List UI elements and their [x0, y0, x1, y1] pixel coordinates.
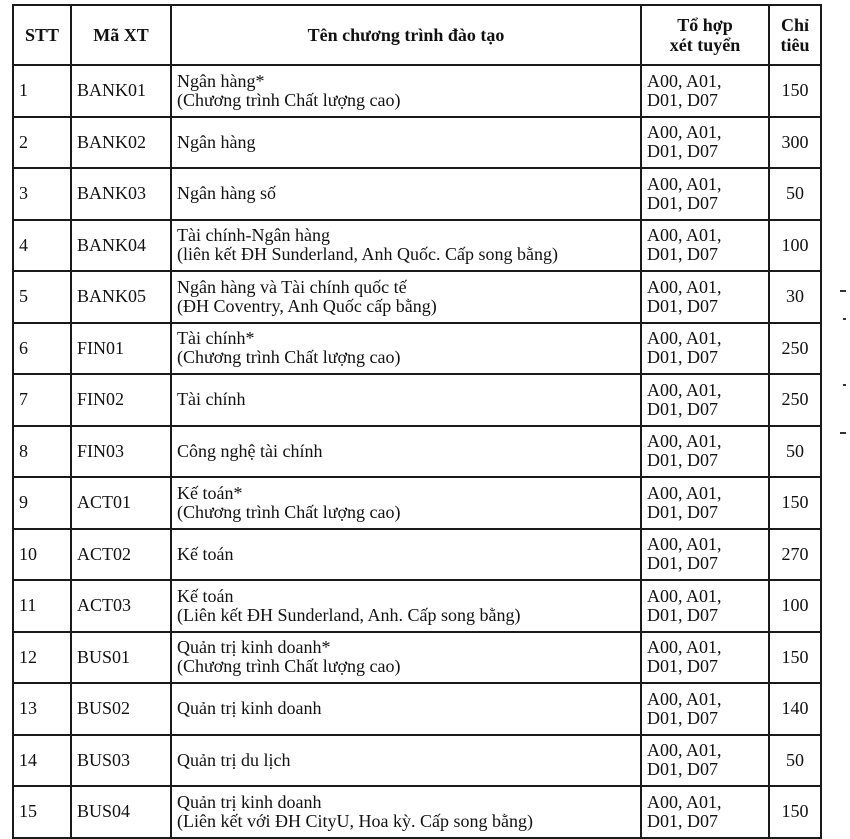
- row-combo: [641, 477, 769, 529]
- combo-line: D01, D07: [647, 450, 718, 471]
- row-stt: 14: [13, 735, 71, 787]
- row-stt: 6: [13, 323, 71, 375]
- row-combo: [641, 374, 769, 426]
- row-combo: [641, 683, 769, 735]
- header-combo-line1: Tổ hợp: [677, 15, 733, 35]
- table-row: [13, 632, 821, 684]
- program-name-line: Ngân hàng: [177, 131, 256, 152]
- combo-line: D01, D07: [647, 398, 718, 419]
- combo-line: D01, D07: [647, 89, 718, 110]
- combo-line: A00, A01,: [647, 379, 722, 400]
- program-note-line: (Chương trình Chất lượng cao): [177, 501, 401, 522]
- program-note-line: (Chương trình Chất lượng cao): [177, 656, 401, 677]
- row-program-name: [171, 786, 641, 838]
- table-row: [13, 168, 821, 220]
- table-row: [13, 683, 821, 735]
- combo-line: D01, D07: [647, 604, 718, 625]
- row-quota: 30: [769, 271, 821, 323]
- row-quota: 150: [769, 632, 821, 684]
- row-quota: 100: [769, 220, 821, 272]
- row-combo: [641, 580, 769, 632]
- row-combo: [641, 168, 769, 220]
- program-note-line: (Liên kết ĐH Sunderland, Anh. Cấp song bằng): [177, 604, 521, 625]
- combo-line: A00, A01,: [647, 225, 722, 246]
- row-quota: 50: [769, 168, 821, 220]
- combo-line: A00, A01,: [647, 637, 722, 658]
- header-combo: [641, 5, 769, 65]
- row-code: ACT03: [71, 580, 171, 632]
- row-code: BUS04: [71, 786, 171, 838]
- program-name-line: Kế toán: [177, 543, 234, 564]
- header-stt: STT: [13, 5, 71, 65]
- combo-line: A00, A01,: [647, 791, 722, 812]
- row-quota: 100: [769, 580, 821, 632]
- table-row: [13, 323, 821, 375]
- row-code: FIN03: [71, 426, 171, 478]
- row-code: BUS01: [71, 632, 171, 684]
- row-code: FIN02: [71, 374, 171, 426]
- program-name-line: Quản trị kinh doanh: [177, 791, 322, 812]
- row-combo: [641, 632, 769, 684]
- table-header-row: [13, 5, 821, 65]
- scan-mark: [843, 384, 846, 386]
- table-body: [13, 65, 821, 838]
- row-quota: 150: [769, 786, 821, 838]
- combo-line: D01, D07: [647, 759, 718, 780]
- row-combo: [641, 65, 769, 117]
- program-name-line: Ngân hàng số: [177, 183, 276, 204]
- table-row: [13, 786, 821, 838]
- row-code: BUS02: [71, 683, 171, 735]
- header-combo-line2: xét tuyển: [669, 35, 741, 55]
- row-combo: [641, 271, 769, 323]
- header-code: Mã XT: [71, 5, 171, 65]
- row-stt: 10: [13, 529, 71, 581]
- row-code: BANK03: [71, 168, 171, 220]
- row-code: ACT01: [71, 477, 171, 529]
- scan-mark: [840, 290, 846, 292]
- row-stt: 2: [13, 117, 71, 169]
- row-program-name: [171, 168, 641, 220]
- program-name-line: Quản trị kinh doanh*: [177, 637, 331, 658]
- header-quota: [769, 5, 821, 65]
- row-program-name: [171, 220, 641, 272]
- row-stt: 7: [13, 374, 71, 426]
- program-note-line: (liên kết ĐH Sunderland, Anh Quốc. Cấp song bằng): [177, 244, 558, 265]
- table-row: [13, 580, 821, 632]
- program-name-line: Kế toán: [177, 585, 234, 606]
- row-quota: 250: [769, 374, 821, 426]
- header-quota-line1: Chỉ: [780, 15, 809, 35]
- combo-line: A00, A01,: [647, 482, 722, 503]
- program-name-line: Tài chính: [177, 389, 246, 410]
- row-program-name: [171, 271, 641, 323]
- row-quota: 150: [769, 477, 821, 529]
- row-quota: 50: [769, 735, 821, 787]
- row-stt: 13: [13, 683, 71, 735]
- combo-line: D01, D07: [647, 347, 718, 368]
- table-row: [13, 477, 821, 529]
- row-stt: 15: [13, 786, 71, 838]
- table-row: [13, 374, 821, 426]
- row-combo: [641, 426, 769, 478]
- combo-line: D01, D07: [647, 192, 718, 213]
- program-name-line: Tài chính*: [177, 328, 255, 349]
- row-program-name: [171, 117, 641, 169]
- row-stt: 9: [13, 477, 71, 529]
- row-code: BANK05: [71, 271, 171, 323]
- table-row: [13, 220, 821, 272]
- row-program-name: [171, 683, 641, 735]
- row-program-name: [171, 580, 641, 632]
- row-code: FIN01: [71, 323, 171, 375]
- scan-mark: [840, 432, 846, 434]
- scan-mark: [843, 318, 846, 320]
- program-note-line: (Liên kết với ĐH CityU, Hoa kỳ. Cấp song bằng): [177, 810, 533, 831]
- row-combo: [641, 117, 769, 169]
- combo-line: A00, A01,: [647, 276, 722, 297]
- program-name-line: Tài chính-Ngân hàng: [177, 225, 330, 246]
- admission-table: [12, 4, 822, 839]
- program-name-line: Công nghệ tài chính: [177, 440, 323, 461]
- combo-line: A00, A01,: [647, 173, 722, 194]
- row-combo: [641, 220, 769, 272]
- table-row: [13, 271, 821, 323]
- program-name-line: Ngân hàng*: [177, 70, 265, 91]
- row-combo: [641, 323, 769, 375]
- program-note-line: (ĐH Coventry, Anh Quốc cấp bằng): [177, 295, 437, 316]
- combo-line: D01, D07: [647, 707, 718, 728]
- row-program-name: [171, 374, 641, 426]
- combo-line: A00, A01,: [647, 534, 722, 555]
- row-code: BANK01: [71, 65, 171, 117]
- row-stt: 12: [13, 632, 71, 684]
- row-stt: 1: [13, 65, 71, 117]
- header-program: Tên chương trình đào tạo: [171, 5, 641, 65]
- program-note-line: (Chương trình Chất lượng cao): [177, 89, 401, 110]
- combo-line: A00, A01,: [647, 740, 722, 761]
- program-name-line: Quản trị du lịch: [177, 749, 291, 770]
- row-quota: 270: [769, 529, 821, 581]
- combo-line: A00, A01,: [647, 70, 722, 91]
- admission-table-document: [12, 4, 822, 839]
- row-program-name: [171, 477, 641, 529]
- row-stt: 8: [13, 426, 71, 478]
- program-note-line: (Chương trình Chất lượng cao): [177, 347, 401, 368]
- table-row: [13, 529, 821, 581]
- combo-line: D01, D07: [647, 501, 718, 522]
- combo-line: A00, A01,: [647, 328, 722, 349]
- program-name-line: Kế toán*: [177, 482, 243, 503]
- combo-line: A00, A01,: [647, 688, 722, 709]
- row-stt: 4: [13, 220, 71, 272]
- table-row: [13, 426, 821, 478]
- row-code: ACT02: [71, 529, 171, 581]
- row-quota: 50: [769, 426, 821, 478]
- combo-line: D01, D07: [647, 656, 718, 677]
- row-program-name: [171, 426, 641, 478]
- combo-line: D01, D07: [647, 295, 718, 316]
- row-program-name: [171, 735, 641, 787]
- row-program-name: [171, 632, 641, 684]
- row-code: BANK02: [71, 117, 171, 169]
- combo-line: A00, A01,: [647, 431, 722, 452]
- row-stt: 11: [13, 580, 71, 632]
- row-code: BUS03: [71, 735, 171, 787]
- program-name-line: Quản trị kinh doanh: [177, 698, 322, 719]
- row-program-name: [171, 323, 641, 375]
- row-quota: 140: [769, 683, 821, 735]
- row-stt: 3: [13, 168, 71, 220]
- row-program-name: [171, 529, 641, 581]
- row-code: BANK04: [71, 220, 171, 272]
- table-row: [13, 735, 821, 787]
- row-quota: 300: [769, 117, 821, 169]
- table-row: [13, 65, 821, 117]
- row-combo: [641, 786, 769, 838]
- row-quota: 150: [769, 65, 821, 117]
- combo-line: D01, D07: [647, 810, 718, 831]
- combo-line: D01, D07: [647, 553, 718, 574]
- combo-line: D01, D07: [647, 141, 718, 162]
- combo-line: A00, A01,: [647, 122, 722, 143]
- combo-line: D01, D07: [647, 244, 718, 265]
- row-quota: 250: [769, 323, 821, 375]
- row-program-name: [171, 65, 641, 117]
- table-row: [13, 117, 821, 169]
- row-combo: [641, 529, 769, 581]
- row-stt: 5: [13, 271, 71, 323]
- combo-line: A00, A01,: [647, 585, 722, 606]
- row-combo: [641, 735, 769, 787]
- program-name-line: Ngân hàng và Tài chính quốc tế: [177, 276, 407, 297]
- header-quota-line2: tiêu: [780, 35, 810, 55]
